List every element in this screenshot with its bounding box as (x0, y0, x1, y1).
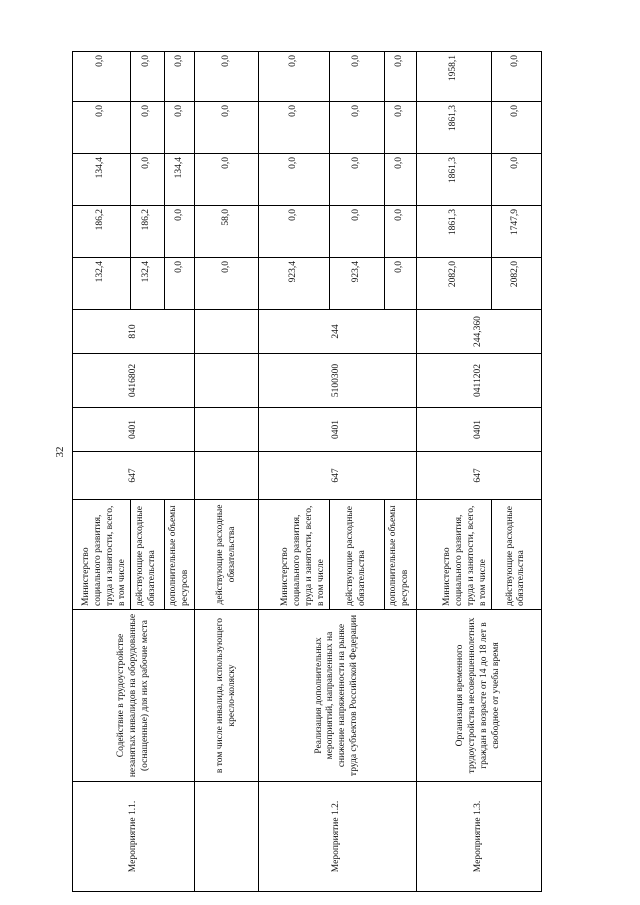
m13-csr: 0411202 (416, 354, 542, 408)
m13-current-3: 0,0 (491, 154, 541, 206)
m11-vr: 810 (73, 310, 195, 354)
m11-additional-label: дополнительные объемы ресурсов (164, 500, 195, 610)
m11-total-2: 186,2 (73, 206, 131, 258)
m12-vr: 244 (259, 310, 416, 354)
m11-name: Содействие в трудоустройстве незанятых инвалидов на оборудованные (оснащенные) для них рабочие места (73, 610, 195, 782)
m12-additional-2: 0,0 (384, 206, 416, 258)
m11-current-5: 0,0 (130, 52, 164, 102)
m12-code: Мероприятие 1.2. (259, 782, 416, 892)
m12-current-1: 923,4 (329, 258, 384, 310)
m13-total-5: 1958,1 (416, 52, 491, 102)
m13-current-label: действующие расходные обязательства (491, 500, 541, 610)
page-number: 32 (54, 446, 66, 458)
budget-table (72, 51, 542, 892)
m11-code: Мероприятие 1.1. (73, 782, 195, 892)
m12-total-1: 923,4 (259, 258, 330, 310)
m12-name: Реализация дополнительных мероприятий, направленных на снижение напряженности на рынке труда субъектов Российской Федерации (259, 610, 416, 782)
m13-vr: 244,360 (416, 310, 542, 354)
m12-grbs: 647 (259, 452, 416, 500)
m12-additional-4: 0,0 (384, 102, 416, 154)
m11-total-4: 0,0 (73, 102, 131, 154)
m13-total-4: 1861,3 (416, 102, 491, 154)
m13-total-3: 1861,3 (416, 154, 491, 206)
m11sub-current-2: 58,0 (195, 206, 259, 258)
m11-total-3: 134,4 (73, 154, 131, 206)
m12-current-4: 0,0 (329, 102, 384, 154)
m11sub-current-5: 0,0 (195, 52, 259, 102)
m11-rz: 0401 (73, 408, 195, 452)
m12-current-label: действующие расходные обязательства (329, 500, 384, 610)
m13-rz: 0401 (416, 408, 542, 452)
m13-name: Организация временного трудоустройства несовершеннолетних граждан в возрасте от 14 до 18 лет в свободное от учебы время (416, 610, 542, 782)
m13-current-4: 0,0 (491, 102, 541, 154)
rotated-budget-table (72, 52, 542, 892)
m11-additional-5: 0,0 (164, 52, 195, 102)
m12-additional-5: 0,0 (384, 52, 416, 102)
table-row (259, 52, 330, 892)
m11sub-current-3: 0,0 (195, 154, 259, 206)
m11-ministry: Министерство социального развития, труда и занятости, всего, в том числе (73, 500, 131, 610)
m11-current-label: действующие расходные обязательства (130, 500, 164, 610)
m13-current-5: 0,0 (491, 52, 541, 102)
m13-total-1: 2082,0 (416, 258, 491, 310)
m12-current-2: 0,0 (329, 206, 384, 258)
m13-total-2: 1861,3 (416, 206, 491, 258)
m13-current-2: 1747,9 (491, 206, 541, 258)
m12-rz: 0401 (259, 408, 416, 452)
m11-additional-3: 134,4 (164, 154, 195, 206)
m11sub-empty-csr (195, 354, 259, 408)
m11sub-empty-vr (195, 310, 259, 354)
m11-total-1: 132,4 (73, 258, 131, 310)
m11-total-5: 0,0 (73, 52, 131, 102)
m11-grbs: 647 (73, 452, 195, 500)
m12-current-3: 0,0 (329, 154, 384, 206)
m11-current-2: 186,2 (130, 206, 164, 258)
m12-total-4: 0,0 (259, 102, 330, 154)
m11-csr: 0416802 (73, 354, 195, 408)
m11sub-current-1: 0,0 (195, 258, 259, 310)
m12-additional-label: дополнительные объемы ресурсов (384, 500, 416, 610)
m12-total-2: 0,0 (259, 206, 330, 258)
m12-additional-1: 0,0 (384, 258, 416, 310)
m11sub-empty-grbs (195, 452, 259, 500)
m11sub-current-label: действующие расходные обязательства (195, 500, 259, 610)
m12-ministry: Министерство социального развития, труда и занятости, всего, в том числе (259, 500, 330, 610)
m11-additional-4: 0,0 (164, 102, 195, 154)
m11sub-empty-rz (195, 408, 259, 452)
m11-current-3: 0,0 (130, 154, 164, 206)
table-row (195, 52, 259, 892)
m11sub-empty-code (195, 782, 259, 892)
m11-current-4: 0,0 (130, 102, 164, 154)
table-row (73, 52, 131, 892)
m12-csr: 5100300 (259, 354, 416, 408)
m12-current-5: 0,0 (329, 52, 384, 102)
m13-current-1: 2082,0 (491, 258, 541, 310)
m11sub-name: в том числе инвалида, использующего кресло-коляску (195, 610, 259, 782)
m12-total-5: 0,0 (259, 52, 330, 102)
m12-additional-3: 0,0 (384, 154, 416, 206)
m11sub-current-4: 0,0 (195, 102, 259, 154)
m11-additional-2: 0,0 (164, 206, 195, 258)
m13-ministry: Министерство социального развития, труда и занятости, всего, в том числе (416, 500, 491, 610)
m11-current-1: 132,4 (130, 258, 164, 310)
m13-code: Мероприятие 1.3. (416, 782, 542, 892)
table-row (416, 52, 491, 892)
m12-total-3: 0,0 (259, 154, 330, 206)
m11-additional-1: 0,0 (164, 258, 195, 310)
m13-grbs: 647 (416, 452, 542, 500)
